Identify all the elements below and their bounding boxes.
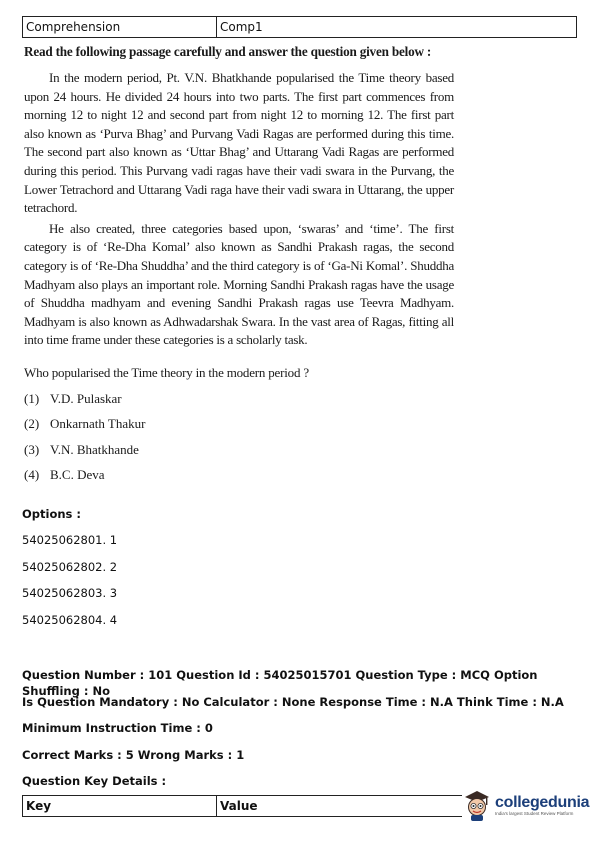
key-header-cell: Key bbox=[23, 796, 217, 817]
choice-number: (4) bbox=[24, 467, 40, 483]
option-item-2: 54025062802. 2 bbox=[22, 559, 118, 574]
choice-text: V.D. Pulaskar bbox=[50, 390, 122, 406]
marks-line: Correct Marks : 5 Wrong Marks : 1 bbox=[22, 747, 245, 762]
question-mandatory-line: Is Question Mandatory : No Calculator : None Response Time : N.A Think Time : N.A bbox=[22, 694, 564, 709]
comprehension-value-cell: Comp1 bbox=[217, 17, 577, 38]
answer-choices bbox=[24, 386, 580, 488]
passage-paragraph-2: He also created, three categories based upon, ‘swaras’ and ‘time’. The first category is of ‘Re-Dha Komal’ also known as Sandhi Prakash ragas, the second category is of ‘Re-Dha Shuddha’ and the third category is of ‘Ga-Ni Komal’. Shuddha Madhyam also plays an important role. Morning Sandhi Prakash ragas have the usage of Shuddha madhyam and evening Sandhi Prakash ragas use Teevra Madhyam. Madhyam is also known as Adhwadarshak Swara. In the vast area of Ragas, fitting all into time frame under these categories is a scholarly task. bbox=[24, 220, 454, 348]
instruction-time-line: Minimum Instruction Time : 0 bbox=[22, 721, 213, 735]
question-text: Who popularised the Time theory in the modern period ? bbox=[24, 364, 309, 380]
option-item-4: 54025062804. 4 bbox=[22, 612, 118, 627]
choice-text: V.N. Bhatkhande bbox=[50, 441, 139, 457]
logo-wordmark: collegedunia bbox=[495, 793, 590, 811]
passage-paragraph-1: In the modern period, Pt. V.N. Bhatkhande popularised the Time theory based upon 24 hours. He divided 24 hours into two parts. The first part commences from morning 12 to night 12 and second part from night 12 to morning 12. The first part also known as ‘Purva Bhag’ and Purvang Vadi Ragas are performed during this time. The second part also known as ‘Uttar Bhag’ and Uttarang Vadi Ragas are performed during this period. This Purvang vadi ragas have their vadi swara in the Purvang, the Lower Tetrachord and Uttarang Vadi raga have their vadi swara in Uttarang, the upper tetrachord. bbox=[24, 70, 454, 216]
choice-number: (2) bbox=[24, 416, 40, 432]
question-metadata bbox=[22, 667, 582, 800]
table-row bbox=[23, 17, 577, 38]
comprehension-table bbox=[22, 16, 577, 38]
option-item-3: 54025062803. 3 bbox=[22, 586, 118, 600]
comprehension-label-cell: Comprehension bbox=[23, 17, 217, 38]
passage-heading: Read the following passage carefully and answer the question given below : bbox=[24, 44, 432, 59]
graduate-mascot-icon bbox=[462, 788, 492, 822]
question-number-line: Question Number : 101 Question Id : 54025015701 Question Type : MCQ Option Shuffling : No bbox=[22, 668, 538, 698]
option-item-1: 54025062801. 1 bbox=[22, 533, 118, 547]
choice-number: (1) bbox=[24, 390, 40, 406]
choice-text: Onkarnath Thakur bbox=[50, 416, 146, 432]
options-list bbox=[22, 532, 117, 638]
options-label: Options : bbox=[22, 507, 81, 521]
choice-text: B.C. Deva bbox=[50, 467, 105, 483]
key-details-label: Question Key Details : bbox=[22, 774, 167, 788]
passage-scan bbox=[24, 42, 580, 488]
choice-number: (3) bbox=[24, 441, 40, 457]
value-header-cell: Value bbox=[217, 796, 577, 817]
answer-choice-4 bbox=[24, 462, 580, 488]
answer-choice-1 bbox=[24, 386, 580, 412]
logo-tagline: India's largest Student Review Platform bbox=[495, 810, 574, 816]
answer-choice-3 bbox=[24, 437, 580, 463]
answer-choice-2 bbox=[24, 411, 580, 437]
collegedunia-logo bbox=[462, 784, 592, 826]
